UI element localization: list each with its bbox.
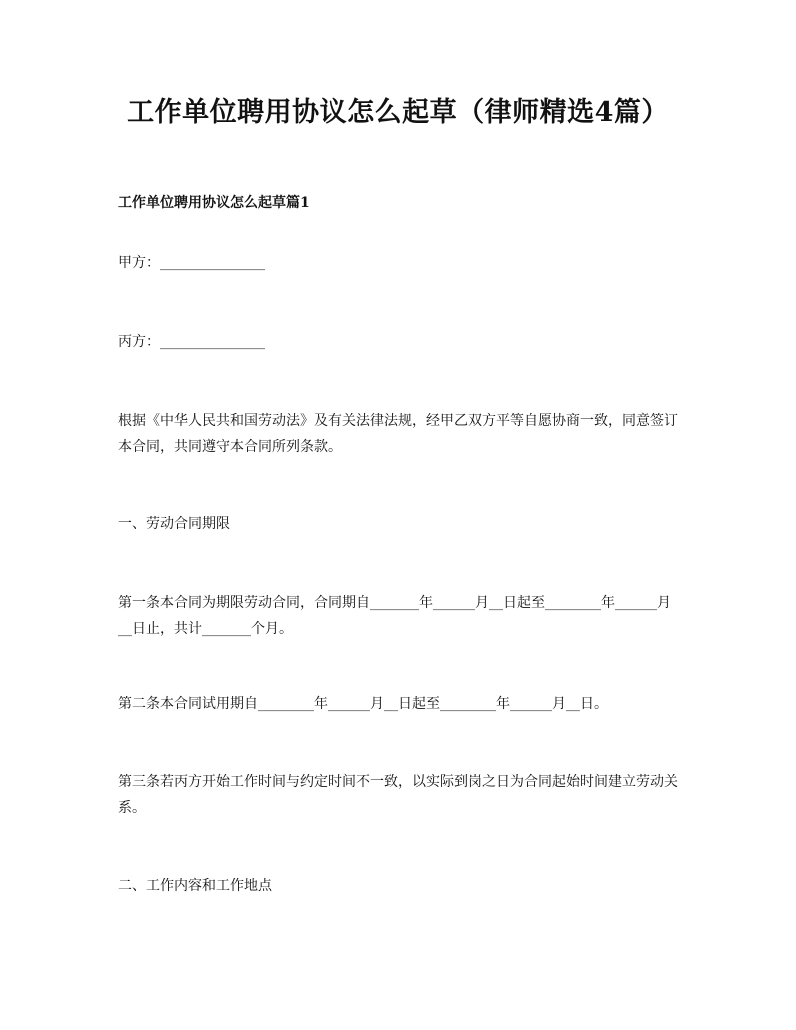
preamble-paragraph: 根据《中华人民共和国劳动法》及有关法律法规，经甲乙双方平等自愿协商一致，同意签订本合同，共同遵守本合同所列条款。: [118, 413, 678, 455]
chapter-heading-work: 二、工作内容和工作地点: [118, 878, 272, 894]
article-3-paragraph: 第三条若丙方开始工作时间与约定时间不一致，以实际到岗之日为合同起始时间建立劳动关系。: [118, 774, 678, 816]
article-1-paragraph: 第一条本合同为期限劳动合同，合同期自_______年______月__日起至________年______月__日止，共计_______个月。: [118, 595, 671, 637]
chapter-heading-term: 一、劳动合同期限: [118, 516, 230, 532]
party-c-line: 丙方：_______________: [118, 334, 265, 350]
party-a-line: 甲方：_______________: [118, 255, 265, 271]
section-heading: 工作单位聘用协议怎么起草篇1: [118, 195, 310, 211]
document-title: 工作单位聘用协议怎么起草（律师精选4篇）: [127, 97, 669, 128]
article-2-paragraph: 第二条本合同试用期自________年______月__日起至________年______月__日。: [118, 696, 608, 712]
